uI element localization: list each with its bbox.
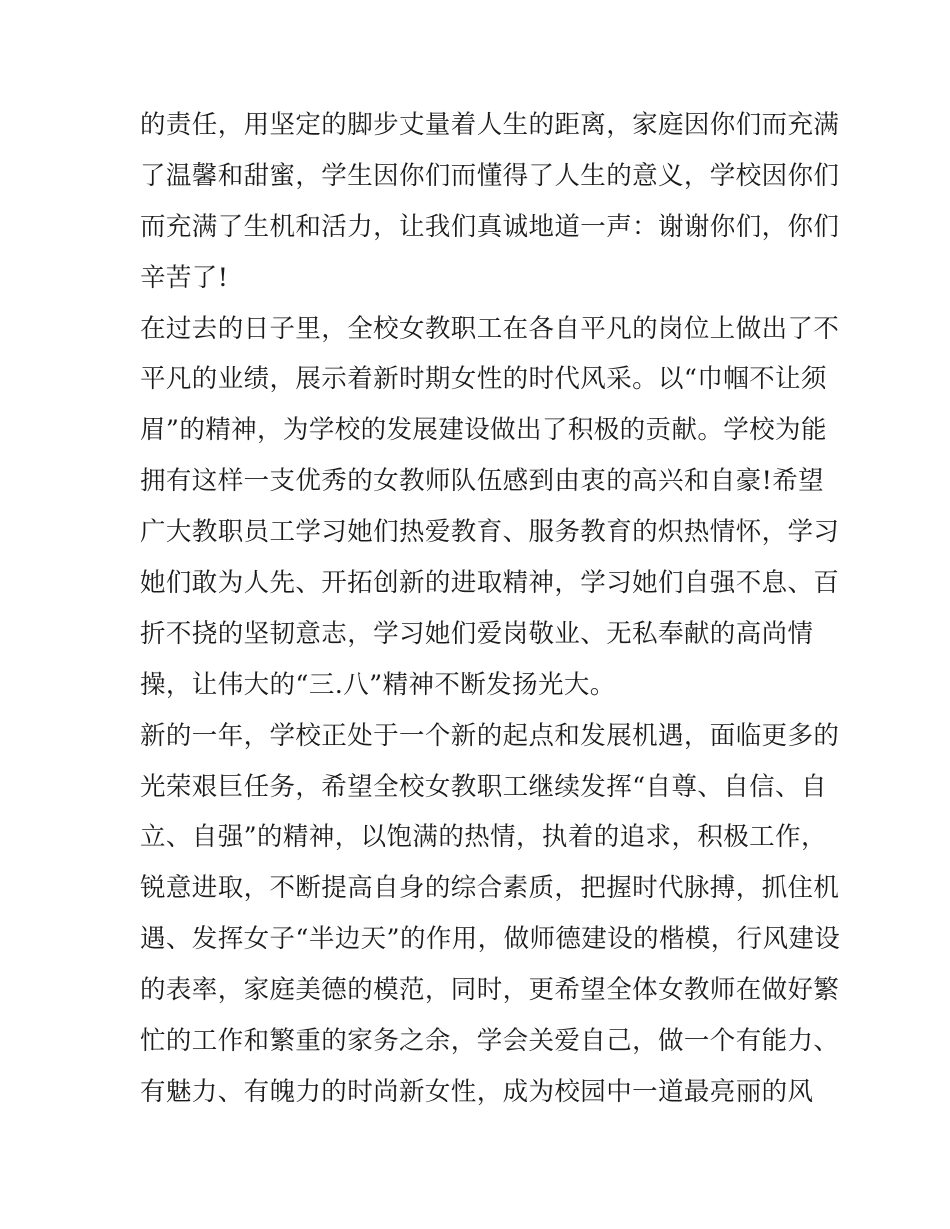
text-line-14: 光荣艰巨任务，希望全校女教职工继续发挥“自尊、自信、自 (140, 771, 827, 802)
text-line-12: 操，让伟大的“三.八”精神不断发扬光大。 (140, 669, 616, 700)
text-line-1: 的责任，用坚定的脚步丈量着人生的距离，家庭因你们而充满 (140, 110, 840, 140)
text-line-13: 新的一年，学校正处于一个新的起点和发展机遇，面临更多的 (140, 720, 840, 751)
text-line-11: 折不挠的坚韧意志，学习她们爱岗敬业、无私奉献的高尚情 (140, 618, 814, 649)
text-line-8: 拥有这样一支优秀的女教师队伍感到由衷的高兴和自豪!希望 (140, 466, 825, 497)
text-line-17: 遇、发挥女子“半边天”的作用，做师德建设的楷模，行风建设 (140, 924, 841, 955)
text-line-9: 广大教职员工学习她们热爱教育、服务教育的炽热情怀，学习 (140, 517, 840, 548)
text-line-7: 眉”的精神，为学校的发展建设做出了积极的贡献。学校为能 (140, 415, 827, 446)
text-line-2: 了温馨和甜蜜，学生因你们而懂得了人生的意义，学校因你们 (140, 160, 840, 191)
text-line-19: 忙的工作和繁重的家务之余，学会关爱自己，做一个有能力、 (140, 1026, 840, 1057)
text-line-10: 她们敢为人先、开拓创新的进取精神，学习她们自强不息、百 (140, 568, 840, 599)
text-line-6: 平凡的业绩，展示着新时期女性的时代风采。以“巾帼不让须 (140, 364, 827, 395)
text-line-3: 而充满了生机和活力，让我们真诚地道一声：谢谢你们，你们 (140, 211, 840, 242)
text-line-16: 锐意进取，不断提高自身的综合素质，把握时代脉搏，抓住机 (140, 873, 840, 904)
text-line-20: 有魅力、有魄力的时尚新女性，成为校园中一道最亮丽的风 (140, 1076, 814, 1107)
body-text (140, 100, 841, 1118)
text-line-15: 立、自强”的精神，以饱满的热情，执着的追求，积极工作， (140, 822, 827, 853)
text-line-5: 在过去的日子里，全校女教职工在各自平凡的岗位上做出了不 (140, 313, 840, 344)
text-line-18: 的表率，家庭美德的模范，同时，更希望全体女教师在做好繁 (140, 975, 840, 1006)
text-line-4: 辛苦了! (140, 262, 229, 293)
